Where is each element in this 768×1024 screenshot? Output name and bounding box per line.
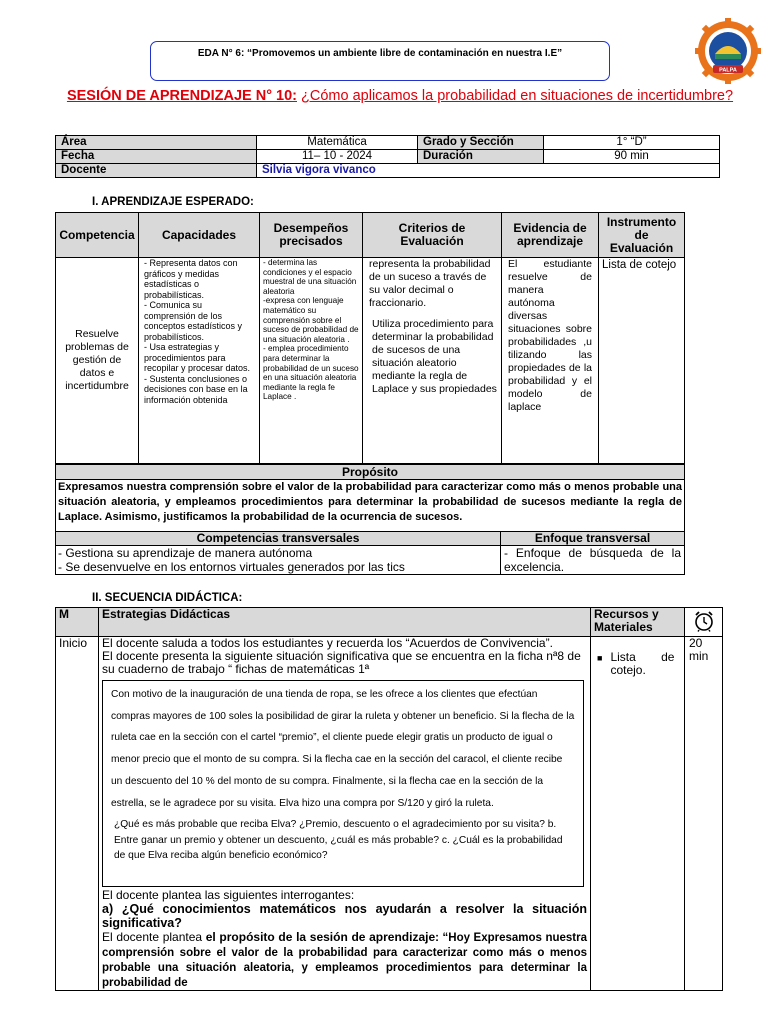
enfoque-value: - Enfoque de búsqueda de la excelencia. [501, 546, 685, 575]
section-2-title: II. SECUENCIA DIDÁCTICA: [92, 592, 243, 604]
session-label: SESIÓN DE APRENDIZAJE N° 10: [66, 88, 297, 104]
col-desempenos: Desempeños precisados [260, 213, 363, 258]
fecha-value: 11– 10 - 2024 [257, 150, 418, 164]
duracion-label: Duración [418, 150, 544, 164]
comp-item-2: - Se desenvuelve en los entornos virtuales generados por las tics [58, 560, 405, 574]
session-title [60, 89, 740, 104]
capacidades-cell: - Representa datos con gráficos y medidas estadísticas o probabilísticas. - Comunica su comprensión de los conceptos estadísticos y probabilísticos. - Usa estrategias y procedimientos para recopilar y procesar datos. - Sustenta conclusiones o decisiones con base en la información obtenida [139, 258, 260, 464]
recurso-item [597, 651, 680, 677]
comp-item-1: - Gestiona su aprendizaje de manera autónoma [58, 546, 313, 560]
seq-line-2: El docente presenta la siguiente situación significativa que se encuentra en la ficha nª8 de su cuaderno de trabajo “ fichas de matemáticas 1ª [102, 649, 581, 676]
col-recursos: Recursos y Materiales [591, 608, 685, 637]
criterios-cell [363, 258, 502, 464]
seq-line-1: El docente saluda a todos los estudiantes y recuerda los “Acuerdos de Convivencia”. [102, 636, 553, 650]
eda-title: EDA N° 6: “Promovemos un ambiente libre de contaminación en nuestra I.E” [197, 48, 563, 59]
col-estrategias: Estrategias Didácticas [99, 608, 591, 637]
seq-line-5-post: : “Hoy Expresamos nuestra comprensión sobre el valor de la probabilidad para caracterizar como más o menos probable una situación aleatoria, y empleamos procedimientos para determinar la probabilidad de [102, 932, 587, 989]
duracion-value: 90 min [544, 150, 720, 164]
learning-table [55, 212, 685, 464]
case-paragraph-2: ¿Qué es más probable que reciba Elva? ¿Premio, descuento o el agradecimiento por su visita? b. Entre ganar un premio y obtener un descuento, ¿cuál es más probable? c. ¿Cuál es la probabilidad de que Elva reciba algún beneficio económico? [114, 819, 563, 862]
col-time [685, 608, 723, 637]
competencia-cell: Resuelve problemas de gestión de datos e incertidumbre [56, 258, 139, 464]
session-question: ¿Cómo aplicamos la probabilidad en situaciones de incertidumbre? [301, 88, 734, 104]
col-instrumento: Instrumento de Evaluación [599, 213, 685, 258]
fecha-label: Fecha [56, 150, 257, 164]
bullet-icon: ■ [597, 653, 603, 663]
col-competencia: Competencia [56, 213, 139, 258]
seq-line-3: El docente plantea las siguientes interrogantes: [102, 888, 355, 902]
info-table [55, 135, 720, 178]
area-label: Área [56, 136, 257, 150]
area-value: Matemática [257, 136, 418, 150]
comp-transversales-list [56, 546, 501, 575]
grado-value: 1° “D” [544, 136, 720, 150]
logo-text-palpa: PALPA [719, 67, 737, 74]
transversales-table [55, 531, 685, 575]
criterio-1: representa la probabilidad de un suceso a través de su valor decimal o fraccionario. [369, 258, 491, 309]
grado-label: Grado y Sección [418, 136, 544, 150]
ugel-logo [695, 18, 761, 84]
moment-inicio: Inicio [56, 637, 99, 991]
col-capacidades: Capacidades [139, 213, 260, 258]
docente-value: Silvia vigora vivanco [257, 164, 720, 178]
evidencia-cell: El estudiante resuelve de manera autónoma diversas situaciones sobre probabilidades ,u tilizando las propiedades de la probabilidad y el modelo de laplace [502, 258, 599, 464]
proposito-table [55, 464, 685, 539]
alarm-clock-icon [693, 610, 715, 632]
recurso-text: Lista de cotejo. [610, 650, 675, 677]
seq-line-4: a) ¿Qué conocimientos matemáticos nos ayudarán a resolver la situación significativa? [102, 902, 587, 930]
tiempo-cell: 20 min [685, 637, 723, 991]
docente-label: Docente [56, 164, 257, 178]
enfoque-title: Enfoque transversal [501, 532, 685, 546]
seq-line-5-bold: el propósito de la sesión de aprendizaje [205, 930, 436, 944]
seq-line-5-pre: El docente plantea [102, 930, 206, 944]
proposito-text: Expresamos nuestra comprensión sobre el valor de la probabilidad para caracterizar como más o menos probable una situación aleatoria, y empleamos procedimientos para determinar la probabilidad de sucesos mediante la regla de Laplace. Asimismo, justificamos la probabilidad de la ocurrencia de sucesos. [56, 480, 685, 539]
proposito-title: Propósito [56, 465, 685, 480]
desempenos-cell: - determina las condiciones y el espacio muestral de una situación aleatoria -expresa con lenguaje matemático su comprensión sobre el suceso de probabilidad de una situación aleatoria . - emplea procedimiento para determinar la probabilidad de un suceso en una situación aleatoria mediante la regla fe Laplace . [260, 258, 363, 464]
section-1-title: I. APRENDIZAJE ESPERADO: [92, 196, 254, 208]
comp-transversales-title: Competencias transversales [56, 532, 501, 546]
eda-title-box [150, 41, 610, 81]
seq-line-5 [102, 930, 587, 990]
recursos-cell [591, 637, 685, 991]
case-paragraph-1: Con motivo de la inauguración de una tienda de ropa, se les ofrece a los clientes que efectúan compras mayores de 100 soles la posibilidad de girar la ruleta y obtener un beneficio. Si la flecha de la ruleta cae en la sección con el cartel “premio”, el cliente puede elegir gratis un producto de igual o menor precio que el monto de su compra. Si la flecha cae en la sección del caracol, el cliente recibe un descuento del 10 % del monto de su compra. Finalmente, si la flecha cae en la sección de la estrella, se le agradece por su visita. Elva hizo una compra por S/120 y giró la ruleta. [111, 689, 575, 809]
ugel-logo-icon [695, 18, 761, 84]
col-m: M [56, 608, 99, 637]
col-evidencia: Evidencia de aprendizaje [502, 213, 599, 258]
case-box [102, 680, 584, 887]
criterio-2: Utiliza procedimiento para determinar la probabilidad de sucesos de una situación aleatorio mediante la regla de Laplace y sus propiedades [372, 318, 497, 395]
col-criterios: Criterios de Evaluación [363, 213, 502, 258]
instrumento-cell: Lista de cotejo [599, 258, 685, 464]
